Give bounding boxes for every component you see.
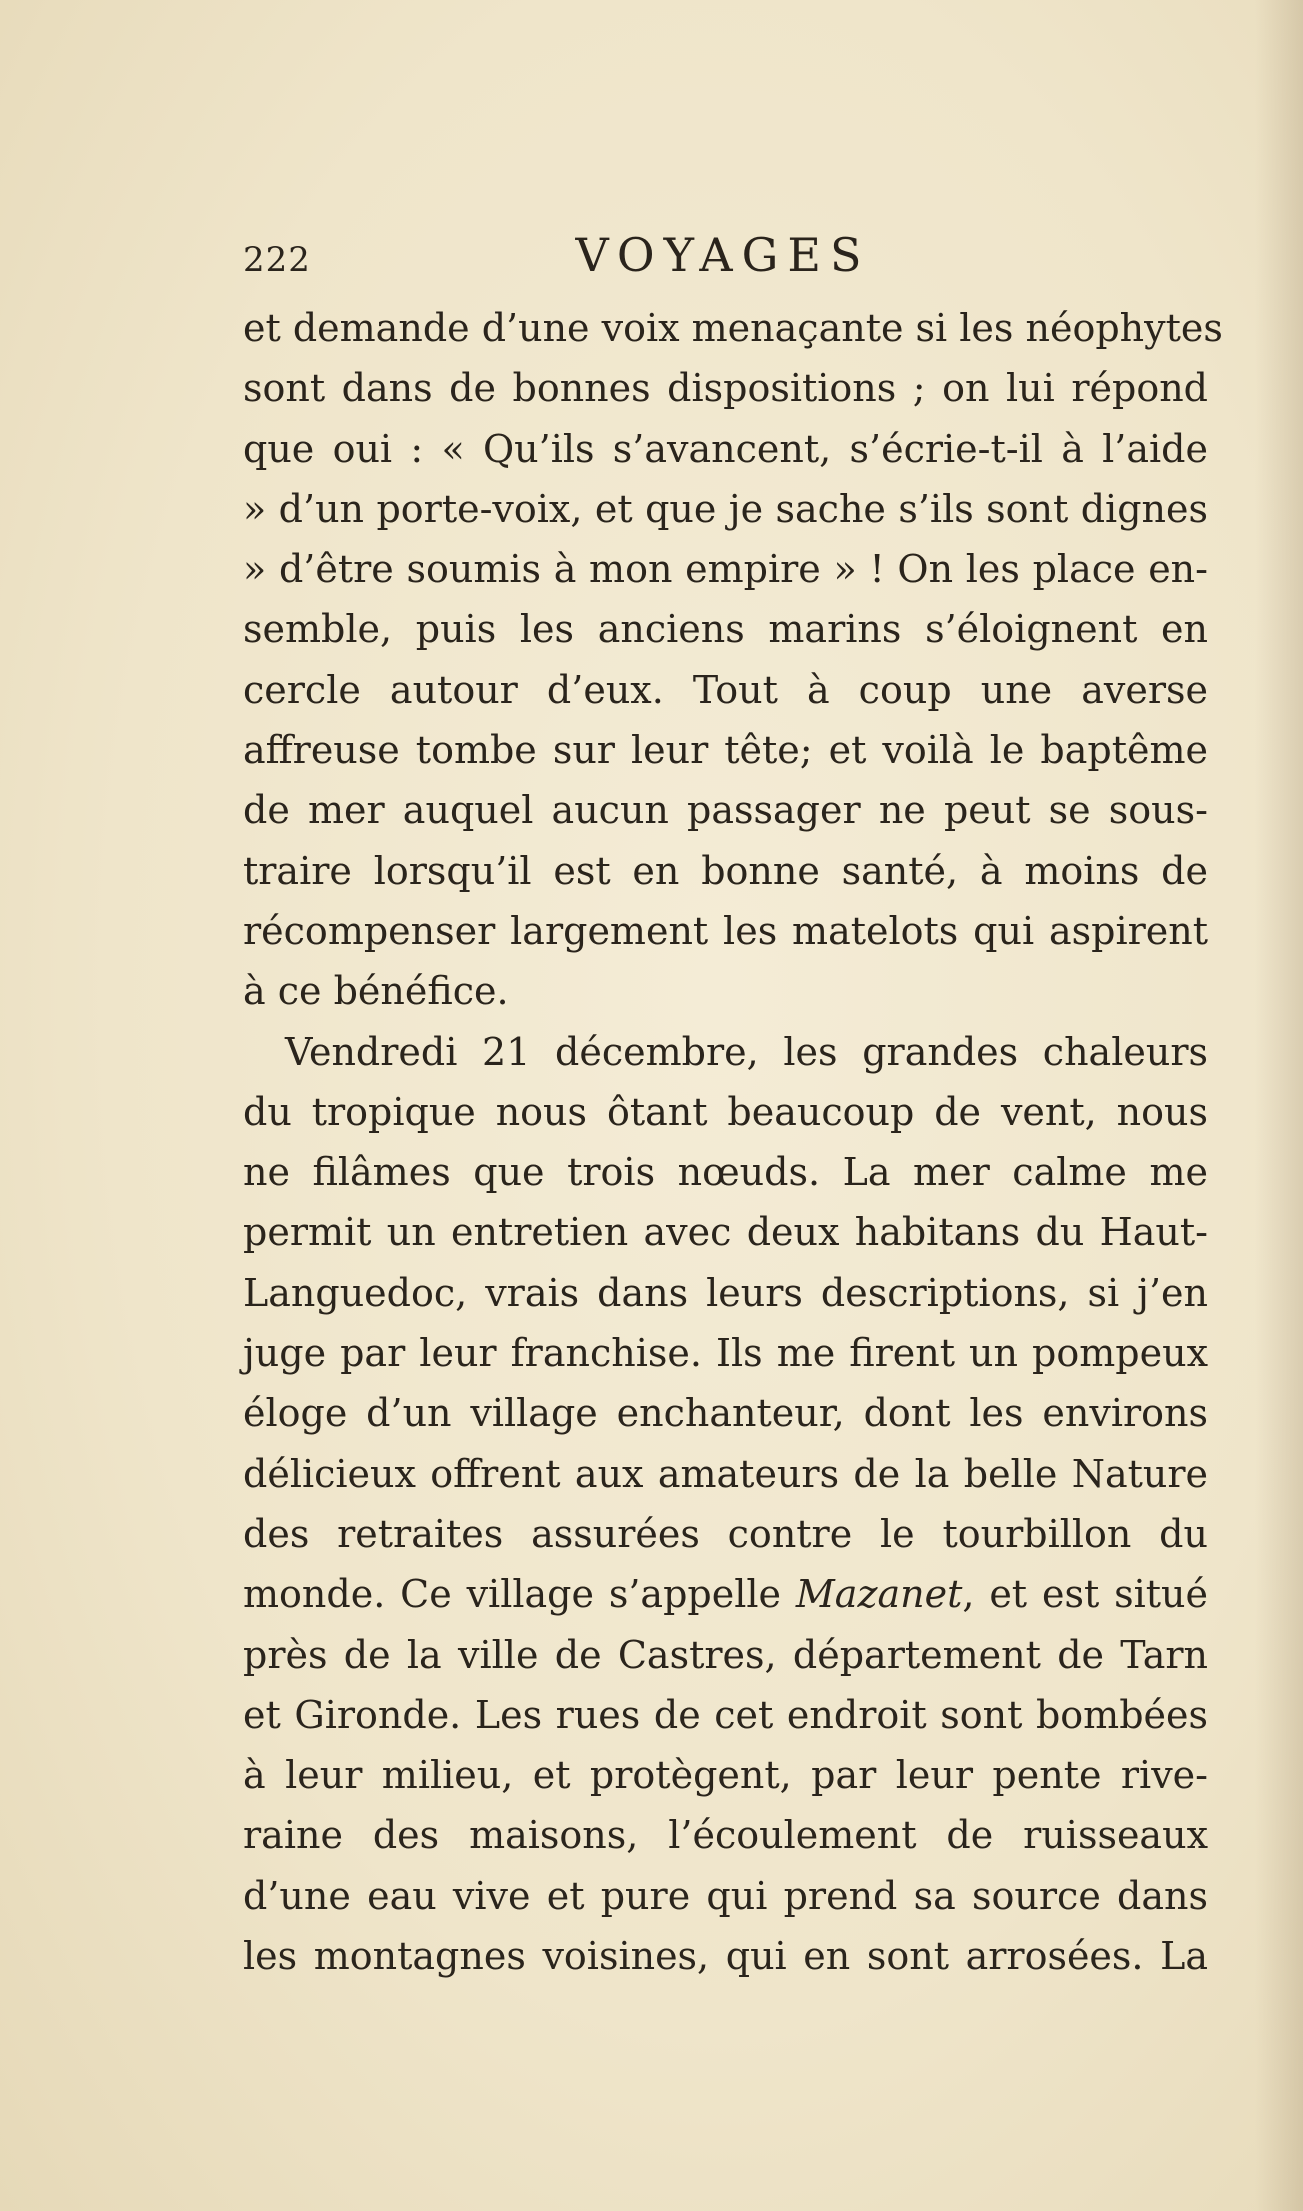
- place-name-mazanet: Mazanet: [795, 1572, 963, 1617]
- text-line: raine des maisons, l’écoulement de ruisseaux: [243, 1813, 1208, 1858]
- body-text: [243, 298, 1223, 1986]
- text-line: permit un entretien avec deux habitans du Haut-: [243, 1210, 1208, 1255]
- text-line: les montagnes voisines, qui en sont arrosées. La: [243, 1934, 1208, 1979]
- page-number: 222: [243, 240, 311, 280]
- text-line: sont dans de bonnes dispositions ; on lui répond: [243, 366, 1208, 411]
- text-line: près de la ville de Castres, département de Tarn: [243, 1632, 1208, 1677]
- text-line: d’une eau vive et pure qui prend sa source dans: [243, 1873, 1208, 1918]
- text-line: de mer auquel aucun passager ne peut se sous-: [243, 788, 1208, 833]
- text-segment: monde. Ce village s’appelle: [243, 1572, 782, 1617]
- running-head: [243, 228, 1203, 288]
- text-line: à ce bénéfice.: [243, 969, 509, 1014]
- text-line: affreuse tombe sur leur tête; et voilà le baptême: [243, 728, 1208, 773]
- running-title: VOYAGES: [575, 228, 871, 282]
- text-segment: , et est situé: [962, 1572, 1208, 1617]
- paragraph-first-line: Vendredi 21 décembre, les grandes chaleurs: [285, 1029, 1208, 1074]
- text-line: délicieux offrent aux amateurs de la belle Nature: [243, 1451, 1208, 1496]
- text-line: récompenser largement les matelots qui aspirent: [243, 908, 1208, 953]
- text-line: des retraites assurées contre le tourbillon du: [243, 1511, 1208, 1556]
- text-line: » d’un porte-voix, et que je sache s’ils sont dignes: [243, 486, 1208, 531]
- text-line: Languedoc, vrais dans leurs descriptions, si j’en: [243, 1270, 1208, 1315]
- text-line: que oui : « Qu’ils s’avancent, s’écrie-t-il à l’aide: [243, 426, 1208, 471]
- text-line: juge par leur franchise. Ils me firent un pompeux: [243, 1331, 1208, 1376]
- text-line: ne filâmes que trois nœuds. La mer calme me: [243, 1150, 1208, 1195]
- text-line: cercle autour d’eux. Tout à coup une averse: [243, 667, 1208, 712]
- text-line: à leur milieu, et protègent, par leur pente rive-: [243, 1753, 1208, 1798]
- text-line: et Gironde. Les rues de cet endroit sont bombées: [243, 1692, 1208, 1737]
- text-line: » d’être soumis à mon empire » ! On les place en-: [243, 547, 1208, 592]
- text-line: et demande d’une voix menaçante si les néophytes: [243, 306, 1223, 350]
- text-line: traire lorsqu’il est en bonne santé, à moins de: [243, 848, 1208, 893]
- text-line: éloge d’un village enchanteur, dont les environs: [243, 1391, 1208, 1436]
- text-line: du tropique nous ôtant beaucoup de vent, nous: [243, 1089, 1208, 1134]
- text-line-with-place-name: [243, 1564, 1208, 1624]
- page-edge-shadow: [1255, 0, 1303, 2211]
- text-line: semble, puis les anciens marins s’éloignent en: [243, 607, 1208, 652]
